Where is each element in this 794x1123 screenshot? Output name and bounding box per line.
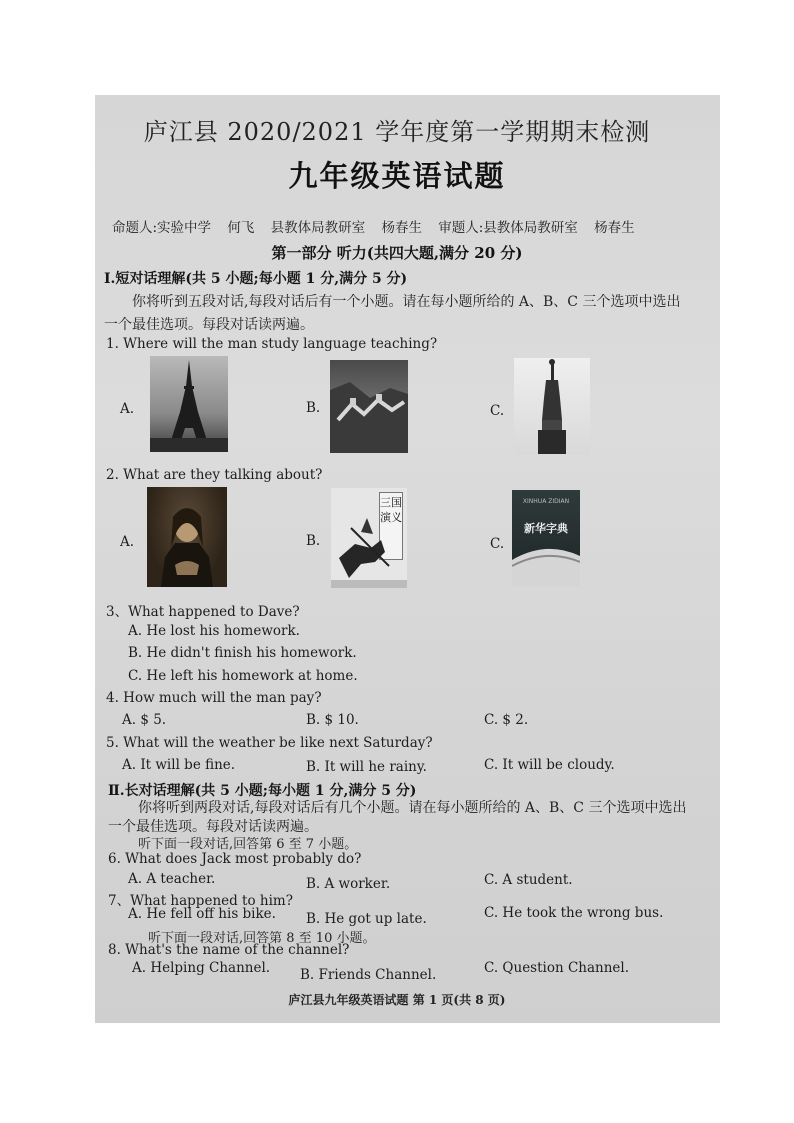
part-one-title: 第一部分 听力(共四大题,满分 20 分) bbox=[271, 244, 523, 262]
option-b: B. $ 10. bbox=[306, 712, 359, 728]
book-title: 三国演义 bbox=[379, 492, 403, 560]
section-two-instruction: 一个最佳选项。每段对话读两遍。 bbox=[108, 819, 318, 835]
option-a: A. A teacher. bbox=[128, 871, 216, 887]
author-item: 命题人:实验中学 bbox=[112, 220, 212, 236]
book-title: 新华字典 bbox=[524, 522, 568, 535]
question-8: 8. What's the name of the channel? bbox=[108, 942, 350, 958]
book-subtitle: XINHUA ZIDIAN bbox=[522, 498, 570, 505]
section-one-instruction: 一个最佳选项。每段对话读两遍。 bbox=[104, 317, 314, 333]
option-c: C. He left his homework at home. bbox=[128, 668, 358, 684]
option-a: A. He lost his homework. bbox=[128, 623, 300, 639]
book-sanguo-image bbox=[331, 488, 407, 588]
question-2: 2. What are they talking about? bbox=[106, 467, 323, 483]
option-c: C. A student. bbox=[484, 872, 573, 888]
option-b: B. He didn't finish his homework. bbox=[128, 645, 357, 661]
option-c: C. Question Channel. bbox=[484, 960, 630, 976]
option-b: B. He got up late. bbox=[306, 911, 427, 927]
author-item: 审题人:县教体局教研室 bbox=[438, 220, 578, 236]
option-c: C. He took the wrong bus. bbox=[484, 905, 664, 921]
option-label: B. bbox=[306, 533, 321, 549]
section-two-instruction: 你将听到两段对话,每段对话后有几个小题。请在每小题所给的 A、B、C 三个选项中选出 bbox=[138, 800, 687, 816]
dialog-note: 听下面一段对话,回答第 8 至 10 小题。 bbox=[148, 931, 376, 946]
question-6: 6. What does Jack most probably do? bbox=[108, 851, 362, 867]
option-a: A. It will be fine. bbox=[122, 757, 236, 773]
question-5: 5. What will the weather be like next Saturday? bbox=[106, 735, 433, 751]
option-label: C. bbox=[490, 536, 505, 552]
author-item: 杨春生 bbox=[381, 220, 422, 236]
exam-subtitle: 九年级英语试题 bbox=[288, 159, 506, 193]
option-a: A. Helping Channel. bbox=[132, 960, 271, 976]
section-two-heading: Ⅱ.长对话理解(共 5 小题;每小题 1 分,满分 5 分) bbox=[108, 783, 417, 799]
option-label: B. bbox=[306, 400, 321, 416]
exam-title: 庐江县 2020/2021 学年度第一学期期末检测 bbox=[143, 118, 651, 146]
mona-lisa-image bbox=[147, 487, 227, 587]
option-c: C. It will be cloudy. bbox=[484, 757, 615, 773]
question-4: 4. How much will the man pay? bbox=[106, 690, 322, 706]
author-item: 杨春生 bbox=[594, 220, 635, 236]
option-a: A. $ 5. bbox=[122, 712, 167, 728]
section-one-heading: Ⅰ.短对话理解(共 5 小题;每小题 1 分,满分 5 分) bbox=[104, 271, 408, 287]
option-label: C. bbox=[490, 403, 505, 419]
great-wall-image bbox=[330, 360, 408, 453]
eiffel-tower-image bbox=[150, 356, 228, 452]
book-xinhua-image bbox=[512, 490, 580, 586]
authors-line bbox=[112, 216, 647, 236]
question-3: 3、What happened to Dave? bbox=[106, 604, 300, 620]
option-label: A. bbox=[120, 534, 135, 550]
option-a: A. He fell off his bike. bbox=[128, 906, 276, 922]
option-c: C. $ 2. bbox=[484, 712, 529, 728]
option-b: B. Friends Channel. bbox=[300, 967, 437, 983]
author-item: 何飞 bbox=[227, 220, 255, 236]
page-footer: 庐江县九年级英语试题 第 1 页(共 8 页) bbox=[288, 993, 506, 1007]
option-b: B. A worker. bbox=[306, 876, 391, 892]
question-7: 7、What happened to him? bbox=[108, 893, 293, 909]
question-1: 1. Where will the man study language teaching? bbox=[106, 336, 438, 352]
option-label: A. bbox=[120, 401, 135, 417]
author-item: 县教体局教研室 bbox=[270, 220, 366, 236]
statue-of-liberty-image bbox=[514, 358, 590, 454]
dialog-note: 听下面一段对话,回答第 6 至 7 小题。 bbox=[138, 837, 358, 852]
section-one-instruction: 你将听到五段对话,每段对话后有一个小题。请在每小题所给的 A、B、C 三个选项中选出 bbox=[132, 294, 681, 310]
option-b: B. It will he rainy. bbox=[306, 759, 427, 775]
